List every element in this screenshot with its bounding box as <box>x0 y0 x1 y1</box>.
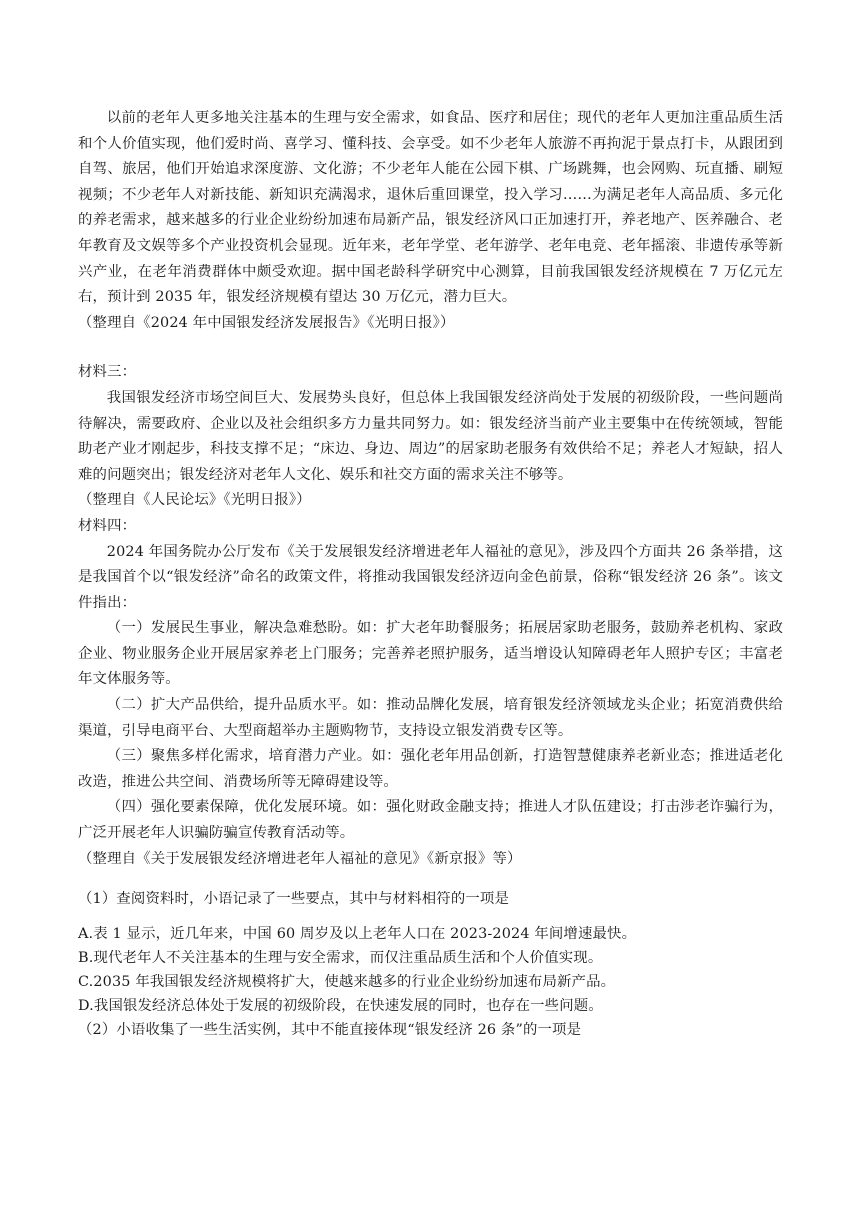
material-four-item-1: （一）发展民生事业，解决急难愁盼。如：扩大老年助餐服务；拓展居家助老服务，鼓励养老机构、家政企业、物业服务企业开展居家养老上门服务；完善养老照护服务，适当增设认知障碍老年人照护专区；丰富老年文体服务等。 <box>78 620 783 688</box>
option-c: C.2035 年我国银发经济规模将扩大，使越来越多的行业企业纷纷加速布局新产品。 <box>78 973 616 990</box>
material-two-source: （整理自《2024 年中国银发经济发展报告》《光明日报》） <box>78 314 455 331</box>
material-two-body: 以前的老年人更多地关注基本的生理与安全需求，如食品、医疗和居住；现代的老年人更加注重品质生活和个人价值实现，他们爱时尚、喜学习、懂科技、会享受。如不少老年人旅游不再拘泥于景点打卡，从跟团到自驾、旅居，他们开始追求深度游、文化游；不少老年人能在公园下棋、广场跳舞，也会网购、玩直播、刷短视频；不少老年人对新技能、新知识充满渴求，退休后重回课堂，投入学习……为满足老年人高品质、多元化的养老需求，越来越多的行业企业纷纷加速布局新产品，银发经济风口正加速打开，养老地产、医养融合、老年教育及文娱等多个产业投资机会显现。近年来，老年学堂、老年游学、老年电竞、老年摇滚、非遗传承等新兴产业，在老年消费群体中颇受欢迎。据中国老龄科学研究中心测算，目前我国银发经济规模在 7 万亿元左右，预计到 2035 年，银发经济规模有望达 30 万亿元，潜力巨大。 <box>78 110 783 306</box>
material-three-source: （整理自《人民论坛》《光明日报》） <box>78 492 311 509</box>
option-d: D.我国银发经济总体处于发展的初级阶段，在快速发展的同时，也存在一些问题。 <box>78 997 603 1014</box>
document-page <box>78 106 783 1043</box>
question-1: （1）查阅资料时，小语记录了一些要点，其中与材料相符的一项是 <box>78 891 509 908</box>
material-four-heading: 材料四： <box>78 517 137 534</box>
question-2: （2）小语收集了一些生活实例，其中不能直接体现“银发经济 26 条”的一项是 <box>78 1021 582 1038</box>
material-four-item-2: （二）扩大产品供给，提升品质水平。如：推动品牌化发展，培育银发经济领域龙头企业；拓宽消费供给渠道，引导电商平台、大型商超举办主题购物节，支持设立银发消费专区等。 <box>78 697 783 739</box>
material-four-item-3: （三）聚焦多样化需求，培育潜力产业。如：强化老年用品创新，打造智慧健康养老新业态；推进适老化改造，推进公共空间、消费场所等无障碍建设等。 <box>78 748 783 790</box>
option-b: B.现代老年人不关注基本的生理与安全需求，而仅注重品质生活和个人价值实现。 <box>78 949 603 966</box>
material-four-item-4: （四）强化要素保障，优化发展环境。如：强化财政金融支持；推进人才队伍建设；打击涉老诈骗行为，广泛开展老年人识骗防骗宣传教育活动等。 <box>78 799 783 842</box>
material-four-body: 2024 年国务院办公厅发布《关于发展银发经济增进老年人福祉的意见》，涉及四个方面共 26 条举措，这是我国首个以“银发经济”命名的政策文件，将推动我国银发经济迈向金色前景，俗称“银发经济 26 条”。该文件指出： <box>78 543 783 611</box>
option-a: A.表 1 显示，近几年来，中国 60 周岁及以上老年人口在 2023-2024 年间增速最快。 <box>78 925 637 942</box>
material-four-source: （整理自《关于发展银发经济增进老年人福祉的意见》《新京报》等） <box>78 850 522 867</box>
question-1-options <box>78 922 783 1018</box>
material-three-body: 我国银发经济市场空间巨大、发展势头良好，但总体上我国银发经济尚处于发展的初级阶段，一些问题尚待解决，需要政府、企业以及社会组织多方力量共同努力。如：银发经济当前产业主要集中在传统领域，智能助老产业才刚起步，科技支撑不足；“床边、身边、周边”的居家助老服务有效供给不足；养老人才短缺，招人难的问题突出；银发经济对老年人文化、娱乐和社交方面的需求关注不够等。 <box>78 389 783 483</box>
material-three-heading: 材料三： <box>78 364 137 381</box>
